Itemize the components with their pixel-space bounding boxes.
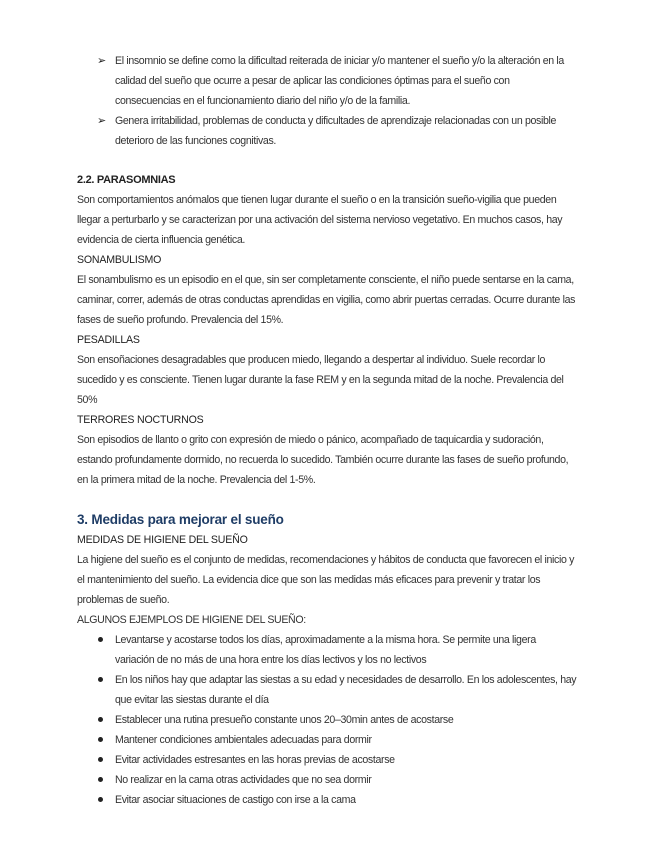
- higiene-subheading: MEDIDAS DE HIGIENE DEL SUEÑO: [77, 534, 248, 546]
- list-item: [77, 670, 577, 710]
- bullet-dot-icon: [98, 777, 103, 782]
- list-item-text: Genera irritabilidad, problemas de conducta y dificultades de aprendizaje relacionadas con un posible deterioro de las funciones cognitivas.: [115, 115, 557, 147]
- arrow-bullet-icon: ➢: [97, 55, 106, 67]
- list-item-text: El insomnio se define como la dificultad reiterada de iniciar y/o mantener el sueño y/o la alteración en la calidad del sueño que ocurre a pesar de aplicar las condiciones óptimas para el sueño con consecuencias en el funcionamiento diario del niño y/o de la familia.: [115, 55, 564, 107]
- bullet-dot-icon: [98, 797, 103, 802]
- list-item: [77, 630, 577, 670]
- pesadillas-heading: PESADILLAS: [77, 334, 140, 346]
- insomnio-bullet-list: [77, 51, 577, 151]
- list-item: [77, 750, 577, 770]
- examples-label: ALGUNOS EJEMPLOS DE HIGIENE DEL SUEÑO:: [77, 614, 306, 626]
- bullet-dot-icon: [98, 757, 103, 762]
- pesadillas-text: Son ensoñaciones desagradables que producen miedo, llegando a despertar al individuo. Suele recordar lo sucedido y es consciente. Tienen lugar durante la fase REM y en la segunda mitad de la noche. Prevalencia del 50%: [77, 354, 564, 406]
- higiene-text: La higiene del sueño es el conjunto de medidas, recomendaciones y hábitos de conducta que favorecen el inicio y el mantenimiento del sueño. La evidencia dice que son las medidas más eficaces para prevenir y tratar los problemas de sueño.: [77, 554, 575, 606]
- list-item-text: Mantener condiciones ambientales adecuadas para dormir: [115, 734, 372, 746]
- bullet-dot-icon: [98, 637, 103, 642]
- arrow-bullet-icon: ➢: [97, 115, 106, 127]
- terrores-heading: TERRORES NOCTURNOS: [77, 414, 204, 426]
- higiene-examples-list: [77, 630, 577, 810]
- list-item: [77, 51, 577, 111]
- bullet-dot-icon: [98, 677, 103, 682]
- list-item: [77, 710, 577, 730]
- list-item: [77, 730, 577, 750]
- list-item-text: Establecer una rutina presueño constante unos 20–30min antes de acostarse: [115, 714, 454, 726]
- sonambulismo-text: El sonambulismo es un episodio en el que, sin ser completamente consciente, el niño puede sentarse en la cama, caminar, correr, además de otras conductas aprendidas en vigilia, como abrir puertas cerradas. Ocurre durante las fases de sueño profundo. Prevalencia del 15%.: [77, 274, 576, 326]
- bullet-dot-icon: [98, 737, 103, 742]
- bullet-dot-icon: [98, 717, 103, 722]
- list-item: [77, 770, 577, 790]
- sonambulismo-heading: SONAMBULISMO: [77, 254, 162, 266]
- parasomnias-text: Son comportamientos anómalos que tienen lugar durante el sueño o en la transición sueño-vigilia que pueden llegar a perturbarlo y se caracterizan por una activación del sistema nervioso vegetativo. En muchos casos, hay evidencia de cierta influencia genética.: [77, 194, 563, 246]
- medidas-section-title: 3. Medidas para mejorar el sueño: [77, 512, 284, 527]
- list-item-text: Evitar asociar situaciones de castigo con irse a la cama: [115, 794, 356, 806]
- terrores-text: Son episodios de llanto o grito con expresión de miedo o pánico, acompañado de taquicardia y sudoración, estando profundamente dormido, no recuerda lo sucedido. También ocurre durante las fases de sueño profundo, en la primera mitad de la noche. Prevalencia del 1-5%.: [77, 434, 569, 486]
- list-item-text: En los niños hay que adaptar las siestas a su edad y necesidades de desarrollo. En los adolescentes, hay que evitar las siestas durante el día: [115, 674, 577, 706]
- list-item: [77, 111, 577, 151]
- list-item: [77, 790, 577, 810]
- list-item-text: Levantarse y acostarse todos los días, aproximadamente a la misma hora. Se permite una ligera variación de no más de una hora entre los días lectivos y los no lectivos: [115, 634, 536, 666]
- list-item-text: Evitar actividades estresantes en las horas previas de acostarse: [115, 754, 395, 766]
- parasomnias-heading: 2.2. PARASOMNIAS: [77, 174, 176, 186]
- list-item-text: No realizar en la cama otras actividades que no sea dormir: [115, 774, 372, 786]
